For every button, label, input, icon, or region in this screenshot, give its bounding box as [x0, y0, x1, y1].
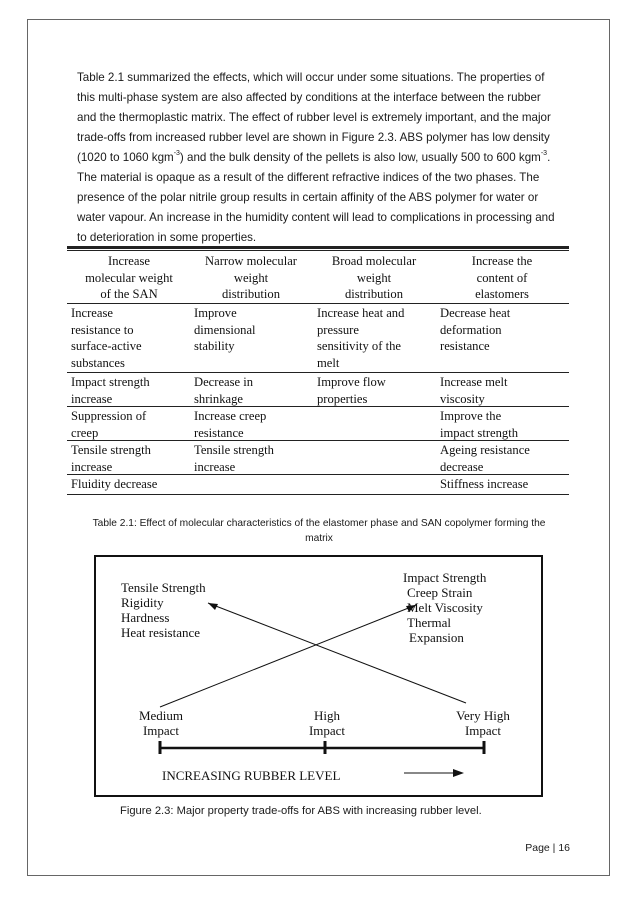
table-cell: Decrease in shrinkage — [194, 375, 254, 406]
header-cell-1: Increase molecular weight of the SAN — [85, 254, 173, 301]
table-cell: Ageing resistance decrease — [440, 443, 530, 474]
table-cell: Increase melt viscosity — [440, 375, 508, 406]
header-cell-4: Increase the content of elastomers — [471, 254, 533, 301]
level-medium: Medium Impact — [138, 708, 184, 738]
table-cell: Tensile strength increase — [71, 443, 151, 474]
page-number: Page | 16 — [525, 842, 570, 854]
table-cell: Increase resistance to surface-active substances — [71, 306, 142, 370]
table-cell: Improve flow properties — [317, 375, 386, 406]
table-cell: Fluidity decrease — [71, 477, 158, 491]
header-cell-2: Narrow molecular weight distribution — [205, 254, 297, 301]
table-cell: Increase creep resistance — [194, 409, 267, 440]
axis-label: INCREASING RUBBER LEVEL — [162, 768, 341, 783]
table-cell: Impact strength increase — [71, 375, 150, 406]
figure-caption: Figure 2.3: Major property trade-offs for ABS with increasing rubber level. — [120, 805, 482, 817]
table-cell: Decrease heat deformation resistance — [440, 306, 511, 353]
level-high: High Impact — [308, 708, 346, 738]
table-cell: Suppression of creep — [71, 409, 147, 440]
properties-table — [67, 246, 569, 498]
table-cell: Improve the impact strength — [440, 409, 518, 440]
table-cell: Increase heat and pressure sensitivity of the melt — [317, 306, 405, 370]
increasing-properties: Impact Strength Creep Strain Melt Viscosity Thermal Expansion — [403, 570, 487, 645]
table-cell: Tensile strength increase — [194, 443, 274, 474]
falling-arrowhead — [208, 603, 218, 610]
axis-arrowhead — [453, 769, 464, 777]
decreasing-properties: Tensile Strength Rigidity Hardness Heat resistance — [121, 580, 206, 640]
body-paragraph: Table 2.1 summarized the effects, which will occur under some situations. The properties of this multi-phase system are also affected by conditions at the interface between the rubber and the thermoplastic matrix. The effect of rubber level is extremely important, and the major trade-offs from increased rubber level are shown in Figure 2.3. ABS polymer has low density (1020 to 1060 kgm$^{-3}$) and the bulk density of the pellets is also low, usually 500 to 600 kgm$^{-3}$. The material is opaque as a result of the different refractive indices of the two phases. The presence of the polar nitrile group results in certain affinity of the ABS polymer for water or water vapour. An increase in the humidity content will lead to complications in processing and to deterioration in some properties. — [77, 71, 555, 244]
table-cell: Stiffness increase — [440, 477, 529, 491]
table-caption: Table 2.1: Effect of molecular characteristics of the elastomer phase and SAN copolymer forming the matrix — [92, 518, 546, 544]
tradeoff-figure — [94, 555, 543, 797]
table-cell: Improve dimensional stability — [194, 306, 256, 353]
level-very-high: Very High Impact — [456, 708, 510, 738]
header-cell-3: Broad molecular weight distribution — [331, 254, 417, 301]
